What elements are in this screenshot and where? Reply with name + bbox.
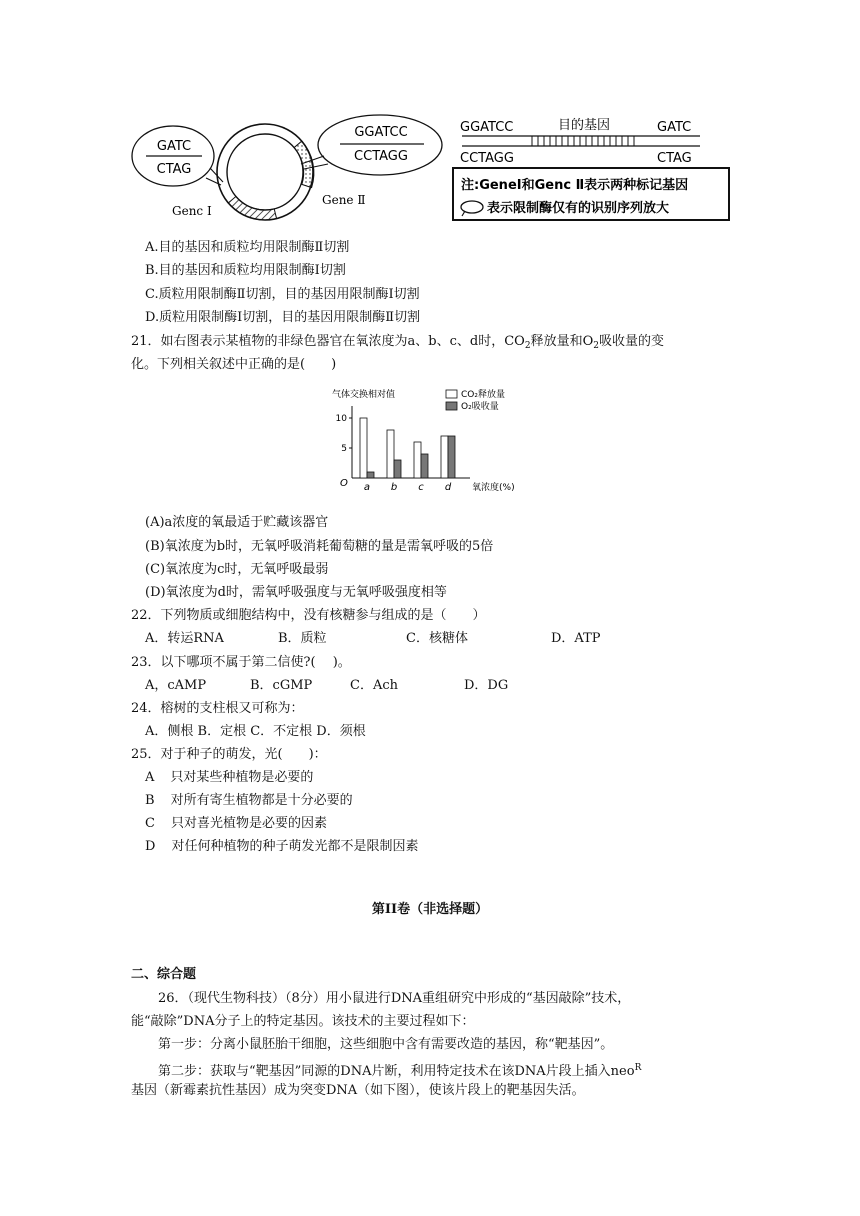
q25-option-d: D 对任何种植物的种子萌发光都不是限制因素 bbox=[145, 839, 419, 854]
y-tick-label-1: 10 bbox=[335, 414, 347, 424]
chart-origin: O bbox=[340, 478, 348, 489]
x-tick-label-d: d bbox=[444, 482, 452, 493]
chart-xlabel: 氧浓度(%) bbox=[472, 483, 515, 493]
right-site-bottom: CCTAGG bbox=[354, 149, 408, 164]
q26-line-3: 第一步：分离小鼠胚胎干细胞，这些细胞中含有需要改造的基因，称“靶基因”。 bbox=[158, 1037, 614, 1052]
legend-swatch-co2 bbox=[446, 390, 457, 398]
x-tick-label-a: a bbox=[363, 482, 371, 493]
gene-1-label: Genc Ⅰ bbox=[172, 204, 212, 218]
q22-stem: 22．下列物质或细胞结构中，没有核糖参与组成的是（ ） bbox=[131, 608, 486, 623]
q22-option-a: A．转运RNA bbox=[145, 631, 224, 646]
right-site-callout bbox=[318, 115, 442, 175]
legend-swatch-o2 bbox=[446, 402, 457, 410]
bar-o2-a bbox=[367, 472, 374, 478]
left-site-bottom: CTAG bbox=[156, 162, 192, 177]
bar-co2-b bbox=[387, 430, 394, 478]
q26-line-5: 基因（新霉素抗性基因）成为突变DNA（如下图），使该片段上的靶基因失活。 bbox=[131, 1083, 585, 1098]
x-tick-label-b: b bbox=[390, 482, 398, 493]
bar-o2-d bbox=[448, 436, 455, 478]
q24-stem: 24．榕树的支柱根又可称为： bbox=[131, 701, 304, 716]
q20-option-b: B.目的基因和质粒均用限制酶Ⅰ切割 bbox=[145, 263, 346, 278]
q23-option-c: C．Ach bbox=[350, 678, 398, 693]
gene-2-label: Gene Ⅱ bbox=[322, 193, 366, 207]
q23-option-a: A，cAMP bbox=[145, 678, 207, 693]
target-right-top: GATC bbox=[657, 120, 692, 135]
q24-options: A．侧根 B．定根 C．不定根 D．须根 bbox=[145, 724, 366, 739]
target-gene-ladder bbox=[532, 136, 634, 146]
y-tick-label-0: 5 bbox=[341, 444, 347, 454]
legend-label-o2: O₂吸收量 bbox=[461, 402, 499, 412]
q20-option-a: A.目的基因和质粒均用限制酶Ⅱ切割 bbox=[145, 240, 350, 255]
q20-option-d: D.质粒用限制酶Ⅰ切割，目的基因用限制酶Ⅱ切割 bbox=[145, 310, 421, 325]
q21-option-a: (A)a浓度的氧最适于贮藏该器官 bbox=[145, 515, 329, 530]
q23-option-b: B．cGMP bbox=[250, 678, 313, 693]
legend-label-co2: CO₂释放量 bbox=[461, 390, 505, 400]
q21-stem-line-1: 21．如右图表示某植物的非绿色器官在氧浓度为a、b、c、d时，$CO_2$释放量和$O_2$吸收量的变 bbox=[131, 334, 664, 351]
right-site-top: GGATCC bbox=[354, 125, 408, 140]
bar-co2-d bbox=[441, 436, 448, 478]
q22-option-c: C．核糖体 bbox=[406, 631, 468, 646]
section-heading: 二、综合题 bbox=[131, 967, 197, 982]
target-left-bottom: CCTAGG bbox=[460, 151, 514, 166]
q20-option-c: C.质粒用限制酶Ⅱ切割，目的基因用限制酶Ⅰ切割 bbox=[145, 287, 420, 302]
q21-option-d: (D)氧浓度为d时，需氧呼吸强度与无氧呼吸强度相等 bbox=[145, 585, 447, 600]
section-2-title: 第II卷（非选择题） bbox=[371, 902, 489, 917]
q25-stem: 25．对于种子的萌发，光( )： bbox=[131, 747, 327, 762]
q25-option-b: B 对所有寄生植物都是十分必要的 bbox=[145, 793, 353, 808]
q22-option-b: B．质粒 bbox=[278, 631, 327, 646]
note-line-1: 注:GeneⅠ和Genc Ⅱ表示两种标记基因 bbox=[461, 178, 689, 193]
bar-o2-b bbox=[394, 460, 401, 478]
gene-2-segment bbox=[294, 141, 314, 188]
q26-line-2: 能“敲除”DNA分子上的特定基因。该技术的主要过程如下： bbox=[131, 1014, 475, 1029]
note-line-2: 表示限制酶仅有的识别序列放大 bbox=[487, 201, 670, 216]
q25-option-a: A 只对某些种植物是必要的 bbox=[145, 770, 314, 785]
target-gene-label: 目的基因 bbox=[557, 118, 611, 133]
q21-option-c: (C)氧浓度为c时，无氧呼吸最弱 bbox=[145, 562, 329, 577]
q23-option-d: D．DG bbox=[464, 678, 509, 693]
bar-co2-c bbox=[414, 442, 421, 478]
target-gene-figure bbox=[450, 112, 734, 224]
bar-co2-a bbox=[360, 418, 367, 478]
q26-line-1: 26．（现代生物科技）（8分）用小鼠进行DNA重组研究中形成的“基因敲除”技术， bbox=[158, 991, 631, 1006]
bar-o2-c bbox=[421, 454, 428, 478]
left-site-top: GATC bbox=[156, 139, 192, 154]
chart-legend bbox=[446, 388, 505, 412]
gene-1-segment bbox=[228, 196, 276, 220]
q26-line-4: 第二步：获取与“靶基因”同源的DNA片断，利用特定技术在该DNA片段上插入neo$^R$ bbox=[158, 1063, 642, 1079]
chart-ylabel: 气体交换相对值 bbox=[332, 390, 396, 400]
gas-exchange-chart bbox=[330, 382, 530, 498]
plasmid-figure bbox=[128, 112, 448, 232]
target-left-top: GGATCC bbox=[460, 120, 514, 135]
target-right-bottom: CTAG bbox=[657, 151, 692, 166]
q25-option-c: C 只对喜光植物是必要的因素 bbox=[145, 816, 327, 831]
q23-stem: 23．以下哪项不属于第二信使?( )。 bbox=[131, 655, 351, 670]
q21-option-b: (B)氧浓度为b时，无氧呼吸消耗葡萄糖的量是需氧呼吸的5倍 bbox=[145, 539, 494, 554]
q21-stem-line-2: 化。下列相关叙述中正确的是( ) bbox=[131, 357, 337, 372]
q22-option-d: D．ATP bbox=[551, 631, 601, 646]
x-tick-label-c: c bbox=[418, 482, 424, 493]
